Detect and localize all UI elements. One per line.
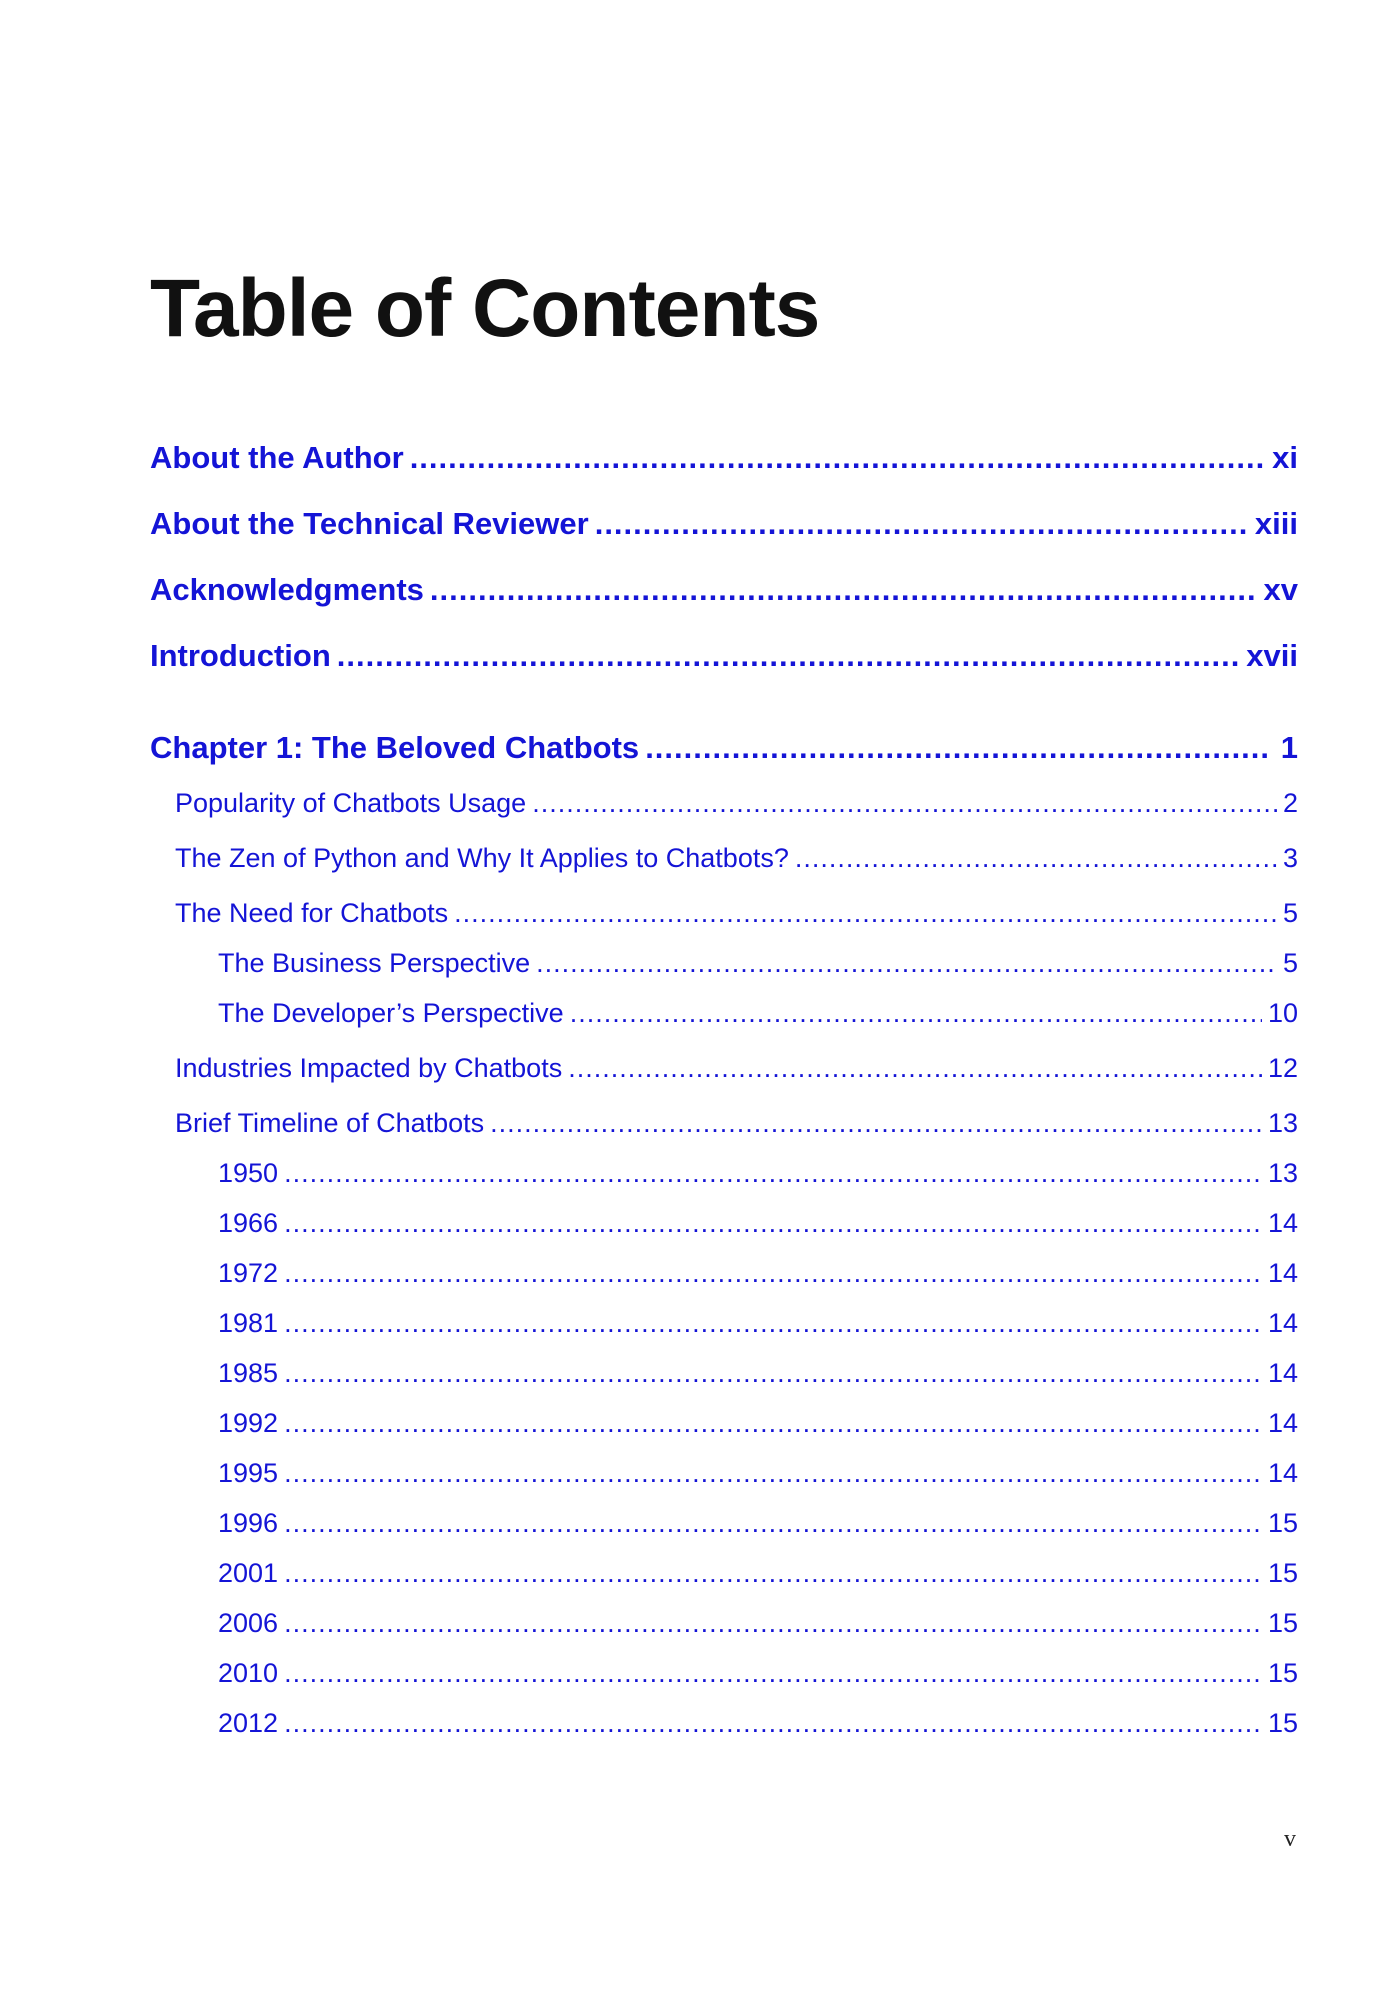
toc-entry-page: xiii [1254, 506, 1298, 541]
toc-entry-page: 10 [1267, 998, 1298, 1028]
toc-entry-label: Introduction [150, 638, 331, 673]
dot-leader [337, 638, 1240, 674]
dot-leader [568, 1053, 1262, 1084]
dot-leader [570, 998, 1262, 1029]
toc-entry-acknowledgments[interactable] [150, 572, 1298, 608]
toc-entry-subsection[interactable] [218, 948, 1298, 979]
toc-entry-label: Brief Timeline of Chatbots [175, 1108, 485, 1138]
toc-entry-subsection[interactable] [218, 1508, 1298, 1539]
toc-entry-page: 5 [1282, 948, 1298, 978]
toc-entry-subsection[interactable] [218, 1708, 1298, 1739]
dot-leader [284, 1558, 1262, 1589]
toc-entry-subsection[interactable] [218, 1308, 1298, 1339]
toc-entry-subsection[interactable] [218, 1408, 1298, 1439]
toc-entry-section[interactable] [175, 898, 1298, 929]
toc-entry-section[interactable] [175, 1053, 1298, 1084]
toc-entry-page: 3 [1282, 843, 1298, 873]
toc-entry-subsection[interactable] [218, 1558, 1298, 1589]
toc-entry-label: 1996 [218, 1508, 279, 1538]
toc-entry-label: The Business Perspective [218, 948, 531, 978]
dot-leader [284, 1608, 1262, 1639]
dot-leader [454, 898, 1277, 929]
toc-entry-label: 1995 [218, 1458, 279, 1488]
toc-entry-page: 2 [1282, 788, 1298, 818]
dot-leader [430, 572, 1258, 608]
toc-entry-label: 2006 [218, 1608, 279, 1638]
toc-entry-page: 13 [1267, 1158, 1298, 1188]
dot-leader [410, 440, 1266, 476]
toc-entry-label: 1981 [218, 1308, 279, 1338]
toc-entry-about-the-author[interactable] [150, 440, 1298, 476]
dot-leader [284, 1208, 1262, 1239]
toc-entry-section[interactable] [175, 843, 1298, 874]
toc-entry-page: 14 [1267, 1208, 1298, 1238]
dot-leader [532, 788, 1277, 819]
dot-leader [284, 1158, 1262, 1189]
toc-entry-label: 1972 [218, 1258, 279, 1288]
toc-entry-subsection[interactable] [218, 1158, 1298, 1189]
toc-entry-page: xi [1272, 440, 1298, 475]
toc-entry-page: 15 [1267, 1658, 1298, 1688]
toc-entry-introduction[interactable] [150, 638, 1298, 674]
toc-entry-page: 5 [1282, 898, 1298, 928]
toc-entry-page: 14 [1267, 1258, 1298, 1288]
toc-entry-subsection[interactable] [218, 1658, 1298, 1689]
dot-leader [284, 1708, 1262, 1739]
dot-leader [645, 730, 1272, 766]
toc-entry-label: 2010 [218, 1658, 279, 1688]
toc-entry-label: 1950 [218, 1158, 279, 1188]
toc-entry-label: The Zen of Python and Why It Applies to Chatbots? [175, 843, 789, 873]
toc-entry-subsection[interactable] [218, 1208, 1298, 1239]
dot-leader [284, 1308, 1262, 1339]
toc-entry-page: 12 [1267, 1053, 1298, 1083]
page-number-folio: v [1284, 1826, 1296, 1852]
dot-leader [284, 1508, 1262, 1539]
toc-entry-page: 15 [1267, 1508, 1298, 1538]
toc-entry-label: The Need for Chatbots [175, 898, 449, 928]
toc-entry-page: 14 [1267, 1308, 1298, 1338]
toc-entry-section[interactable] [175, 1108, 1298, 1139]
toc-entry-label: About the Author [150, 440, 404, 475]
dot-leader [536, 948, 1277, 979]
toc-entry-label: The Developer’s Perspective [218, 998, 564, 1028]
toc-entry-page: 14 [1267, 1358, 1298, 1388]
dot-leader [490, 1108, 1262, 1139]
toc-entry-section[interactable] [175, 788, 1298, 819]
dot-leader [284, 1408, 1262, 1439]
toc-entry-page: 14 [1267, 1458, 1298, 1488]
toc-entry-about-the-technical-reviewer[interactable] [150, 506, 1298, 542]
toc-entry-label: Industries Impacted by Chatbots [175, 1053, 563, 1083]
toc-entry-label: About the Technical Reviewer [150, 506, 589, 541]
dot-leader [284, 1458, 1262, 1489]
toc-entry-subsection[interactable] [218, 1608, 1298, 1639]
toc-entry-page: 14 [1267, 1408, 1298, 1438]
toc-entry-subsection[interactable] [218, 998, 1298, 1029]
toc-entry-page: 13 [1267, 1108, 1298, 1138]
dot-leader [284, 1358, 1262, 1389]
toc-entry-label: Chapter 1: The Beloved Chatbots [150, 730, 640, 765]
toc-entry-page: 15 [1267, 1708, 1298, 1738]
toc-entry-label: Acknowledgments [150, 572, 424, 607]
toc-entry-chapter-1[interactable] [150, 730, 1298, 766]
page-title: Table of Contents [150, 263, 820, 354]
toc-entry-label: 1992 [218, 1408, 279, 1438]
toc-entry-label: 1985 [218, 1358, 279, 1388]
toc-entry-label: Popularity of Chatbots Usage [175, 788, 527, 818]
dot-leader [595, 506, 1249, 542]
toc-entry-subsection[interactable] [218, 1358, 1298, 1389]
toc-entry-label: 2001 [218, 1558, 279, 1588]
toc-entry-subsection[interactable] [218, 1258, 1298, 1289]
toc-entry-label: 2012 [218, 1708, 279, 1738]
toc-entry-page: xv [1263, 572, 1298, 607]
toc-entry-subsection[interactable] [218, 1458, 1298, 1489]
toc-entry-page: 1 [1280, 730, 1298, 765]
dot-leader [795, 843, 1277, 874]
dot-leader [284, 1258, 1262, 1289]
toc-entry-label: 1966 [218, 1208, 279, 1238]
dot-leader [284, 1658, 1262, 1689]
toc-entry-page: 15 [1267, 1558, 1298, 1588]
toc-entry-page: xvii [1246, 638, 1298, 673]
toc-entry-page: 15 [1267, 1608, 1298, 1638]
